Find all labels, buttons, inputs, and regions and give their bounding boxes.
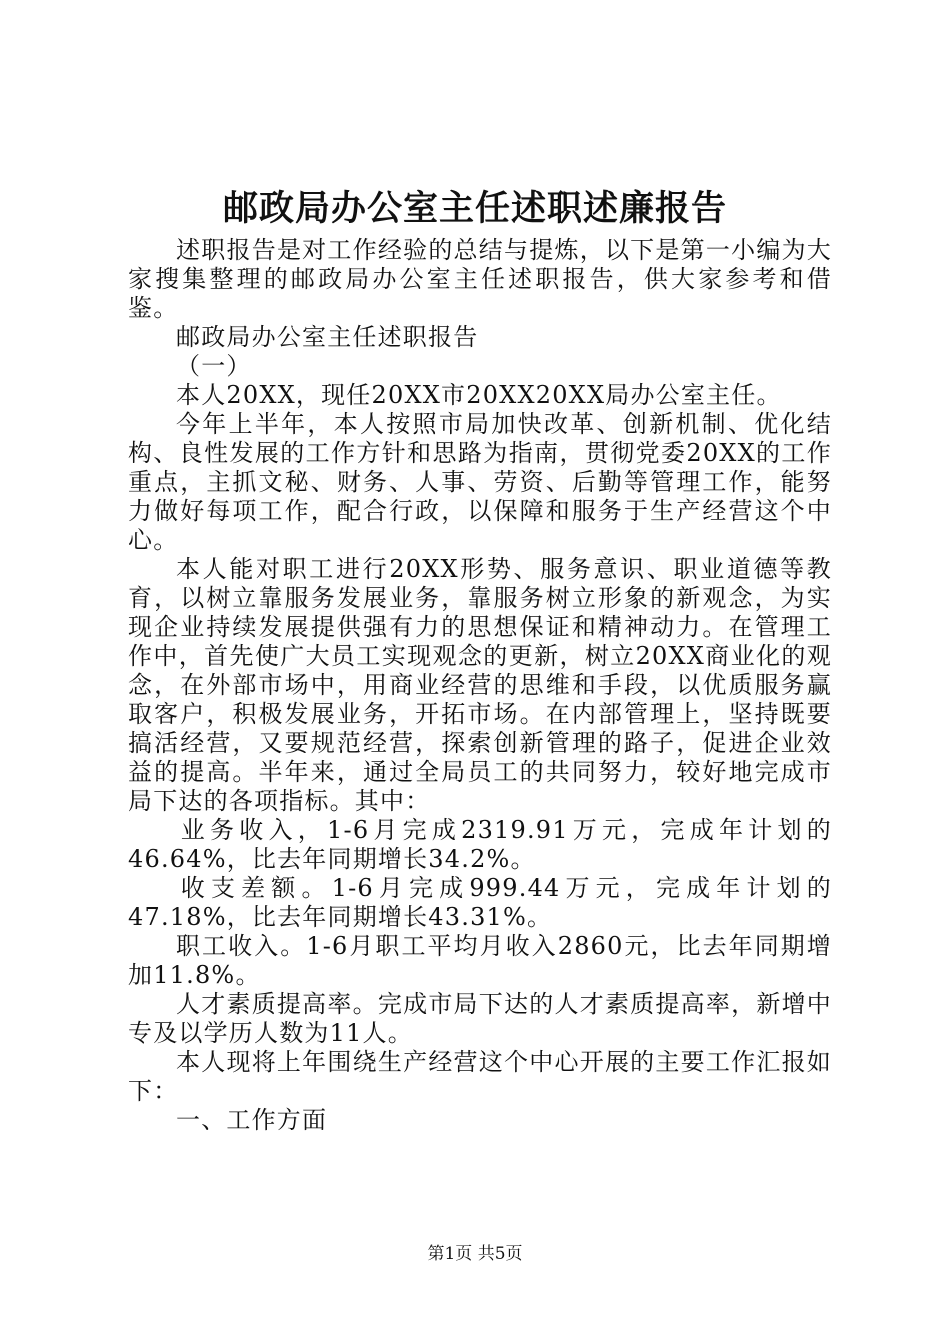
body-paragraph: 本人20XX，现任20XX市20XX20XX局办公室主任。 [176, 381, 782, 409]
body-paragraph: 本人能对职工进行20XX形势、服务意识、职业道德等教育，以树立靠服务发展业务，靠服务树立形象的新观念，为实现企业持续发展提供强有力的思想保证和精神动力。在管理工作中，首先使广大员工实现观念的更新，树立20XX商业化的观念，在外部市场中，用商业经营的思维和手段，以优质服务赢取客户，积极发展业务，开拓市场。在内部管理上，坚持既要搞活经营，又要规范经营，探索创新管理的路子，促进企业效益的提高。半年来，通过全局员工的共同努力，较好地完成市局下达的各项指标。其中： [128, 555, 832, 815]
document-body [128, 236, 832, 1135]
intro-paragraph: 述职报告是对工作经验的总结与提炼，以下是第一小编为大家搜集整理的邮政局办公室主任述职报告，供大家参考和借鉴。 [128, 236, 832, 322]
page-footer: 第1页 共5页 [427, 1244, 523, 1264]
metric-paragraph-business-income: 业务收入，1-6月完成2319.91万元，完成年计划的46.64%，比去年同期增长34.2%。 [128, 816, 832, 873]
metric-paragraph-talent: 人才素质提高率。完成市局下达的人才素质提高率，新增中专及以学历人数为11人。 [128, 990, 832, 1047]
section-number: （一） [176, 352, 252, 380]
document-title: 邮政局办公室主任述职述廉报告 [222, 188, 727, 229]
body-paragraph: 今年上半年，本人按照市局加快改革、创新机制、优化结构、良性发展的工作方针和思路为指南，贯彻党委20XX的工作重点，主抓文秘、财务、人事、劳资、后勤等管理工作，能努力做好每项工作，配合行政，以保障和服务于生产经营这个中心。 [128, 410, 832, 554]
report-heading: 邮政局办公室主任述职报告 [176, 323, 479, 351]
body-paragraph: 本人现将上年围绕生产经营这个中心开展的主要工作汇报如下： [128, 1048, 832, 1105]
metric-paragraph-staff-income: 职工收入。1-6月职工平均月收入2860元，比去年同期增加11.8%。 [128, 932, 832, 989]
section-heading: 一、工作方面 [176, 1106, 328, 1134]
metric-paragraph-balance: 收支差额。1-6月完成999.44万元，完成年计划的47.18%，比去年同期增长43.31%。 [128, 874, 832, 931]
